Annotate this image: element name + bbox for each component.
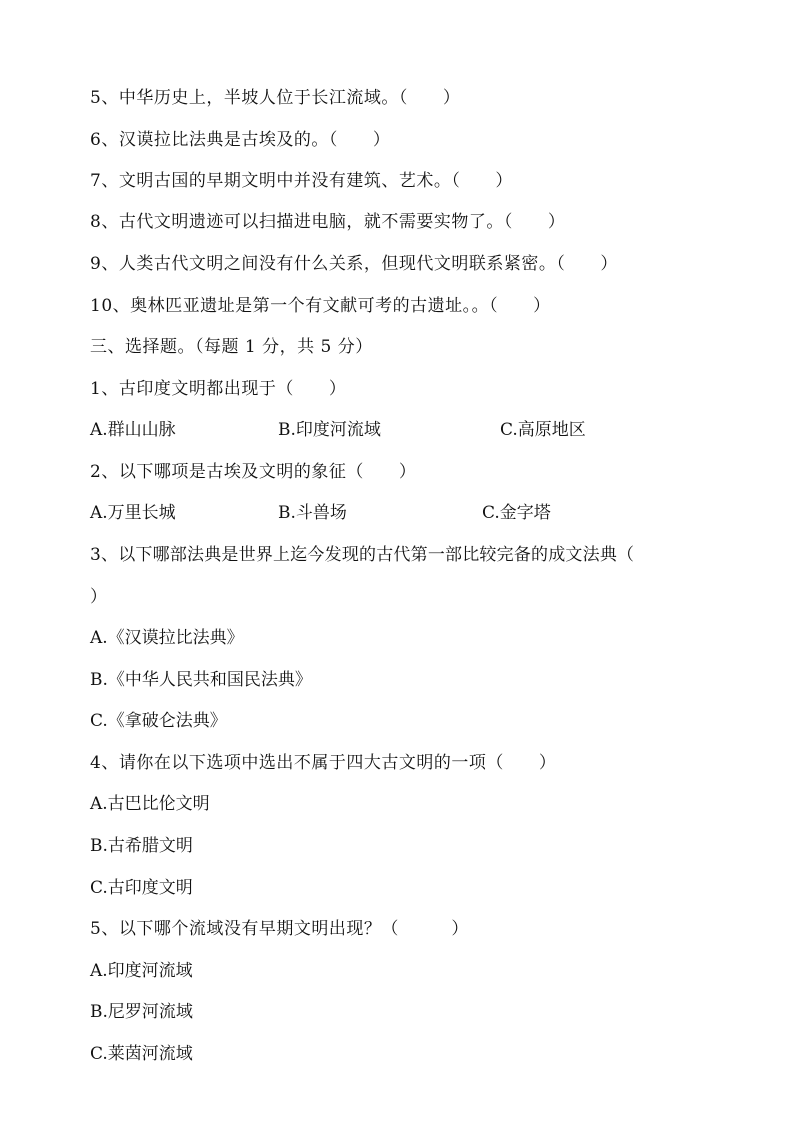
q3-option-c: C.《拿破仑法典》	[90, 711, 227, 731]
q5-option-a: A.印度河流域	[90, 961, 193, 981]
q5-option-b: B.尼罗河流域	[90, 1002, 193, 1022]
q1-option-c: C.高原地区	[500, 420, 586, 440]
q2-option-c: C.金字塔	[482, 503, 551, 523]
q3-option-b: B.《中华人民共和国民法典》	[90, 670, 312, 690]
judgement-item-7: 7、文明古国的早期文明中并没有建筑、艺术。（ ）	[90, 171, 513, 191]
question-5: 5、以下哪个流域没有早期文明出现？（ ）	[90, 919, 469, 939]
question-3-continued: ）	[90, 587, 108, 607]
question-3: 3、以下哪部法典是世界上迄今发现的古代第一部比较完备的成文法典（	[90, 545, 635, 565]
question-1: 1、古印度文明都出现于（ ）	[90, 379, 347, 399]
q4-option-c: C.古印度文明	[90, 878, 193, 898]
judgement-item-9: 9、人类古代文明之间没有什么关系，但现代文明联系紧密。（ ）	[90, 254, 618, 274]
q3-option-a: A.《汉谟拉比法典》	[90, 628, 244, 648]
q2-option-b: B.斗兽场	[278, 503, 347, 523]
question-4: 4、请你在以下选项中选出不属于四大古文明的一项（ ）	[90, 753, 557, 773]
q2-option-a: A.万里长城	[90, 503, 176, 523]
judgement-item-10: 10、奥林匹亚遗址是第一个有文献可考的古遗址。。（ ）	[90, 296, 551, 316]
q1-option-b: B.印度河流域	[278, 420, 381, 440]
question-2: 2、以下哪项是古埃及文明的象征（ ）	[90, 462, 417, 482]
section-title-choice: 三、选择题。（每题 1 分，共 5 分）	[90, 337, 373, 357]
q4-option-b: B.古希腊文明	[90, 836, 193, 856]
q5-option-c: C.莱茵河流域	[90, 1044, 193, 1064]
q1-option-a: A.群山山脉	[90, 420, 176, 440]
judgement-item-5: 5、中华历史上，半坡人位于长江流域。（ ）	[90, 88, 461, 108]
judgement-item-8: 8、古代文明遗迹可以扫描进电脑，就不需要实物了。（ ）	[90, 212, 566, 232]
q4-option-a: A.古巴比伦文明	[90, 794, 210, 814]
judgement-item-6: 6、汉谟拉比法典是古埃及的。（ ）	[90, 130, 391, 150]
